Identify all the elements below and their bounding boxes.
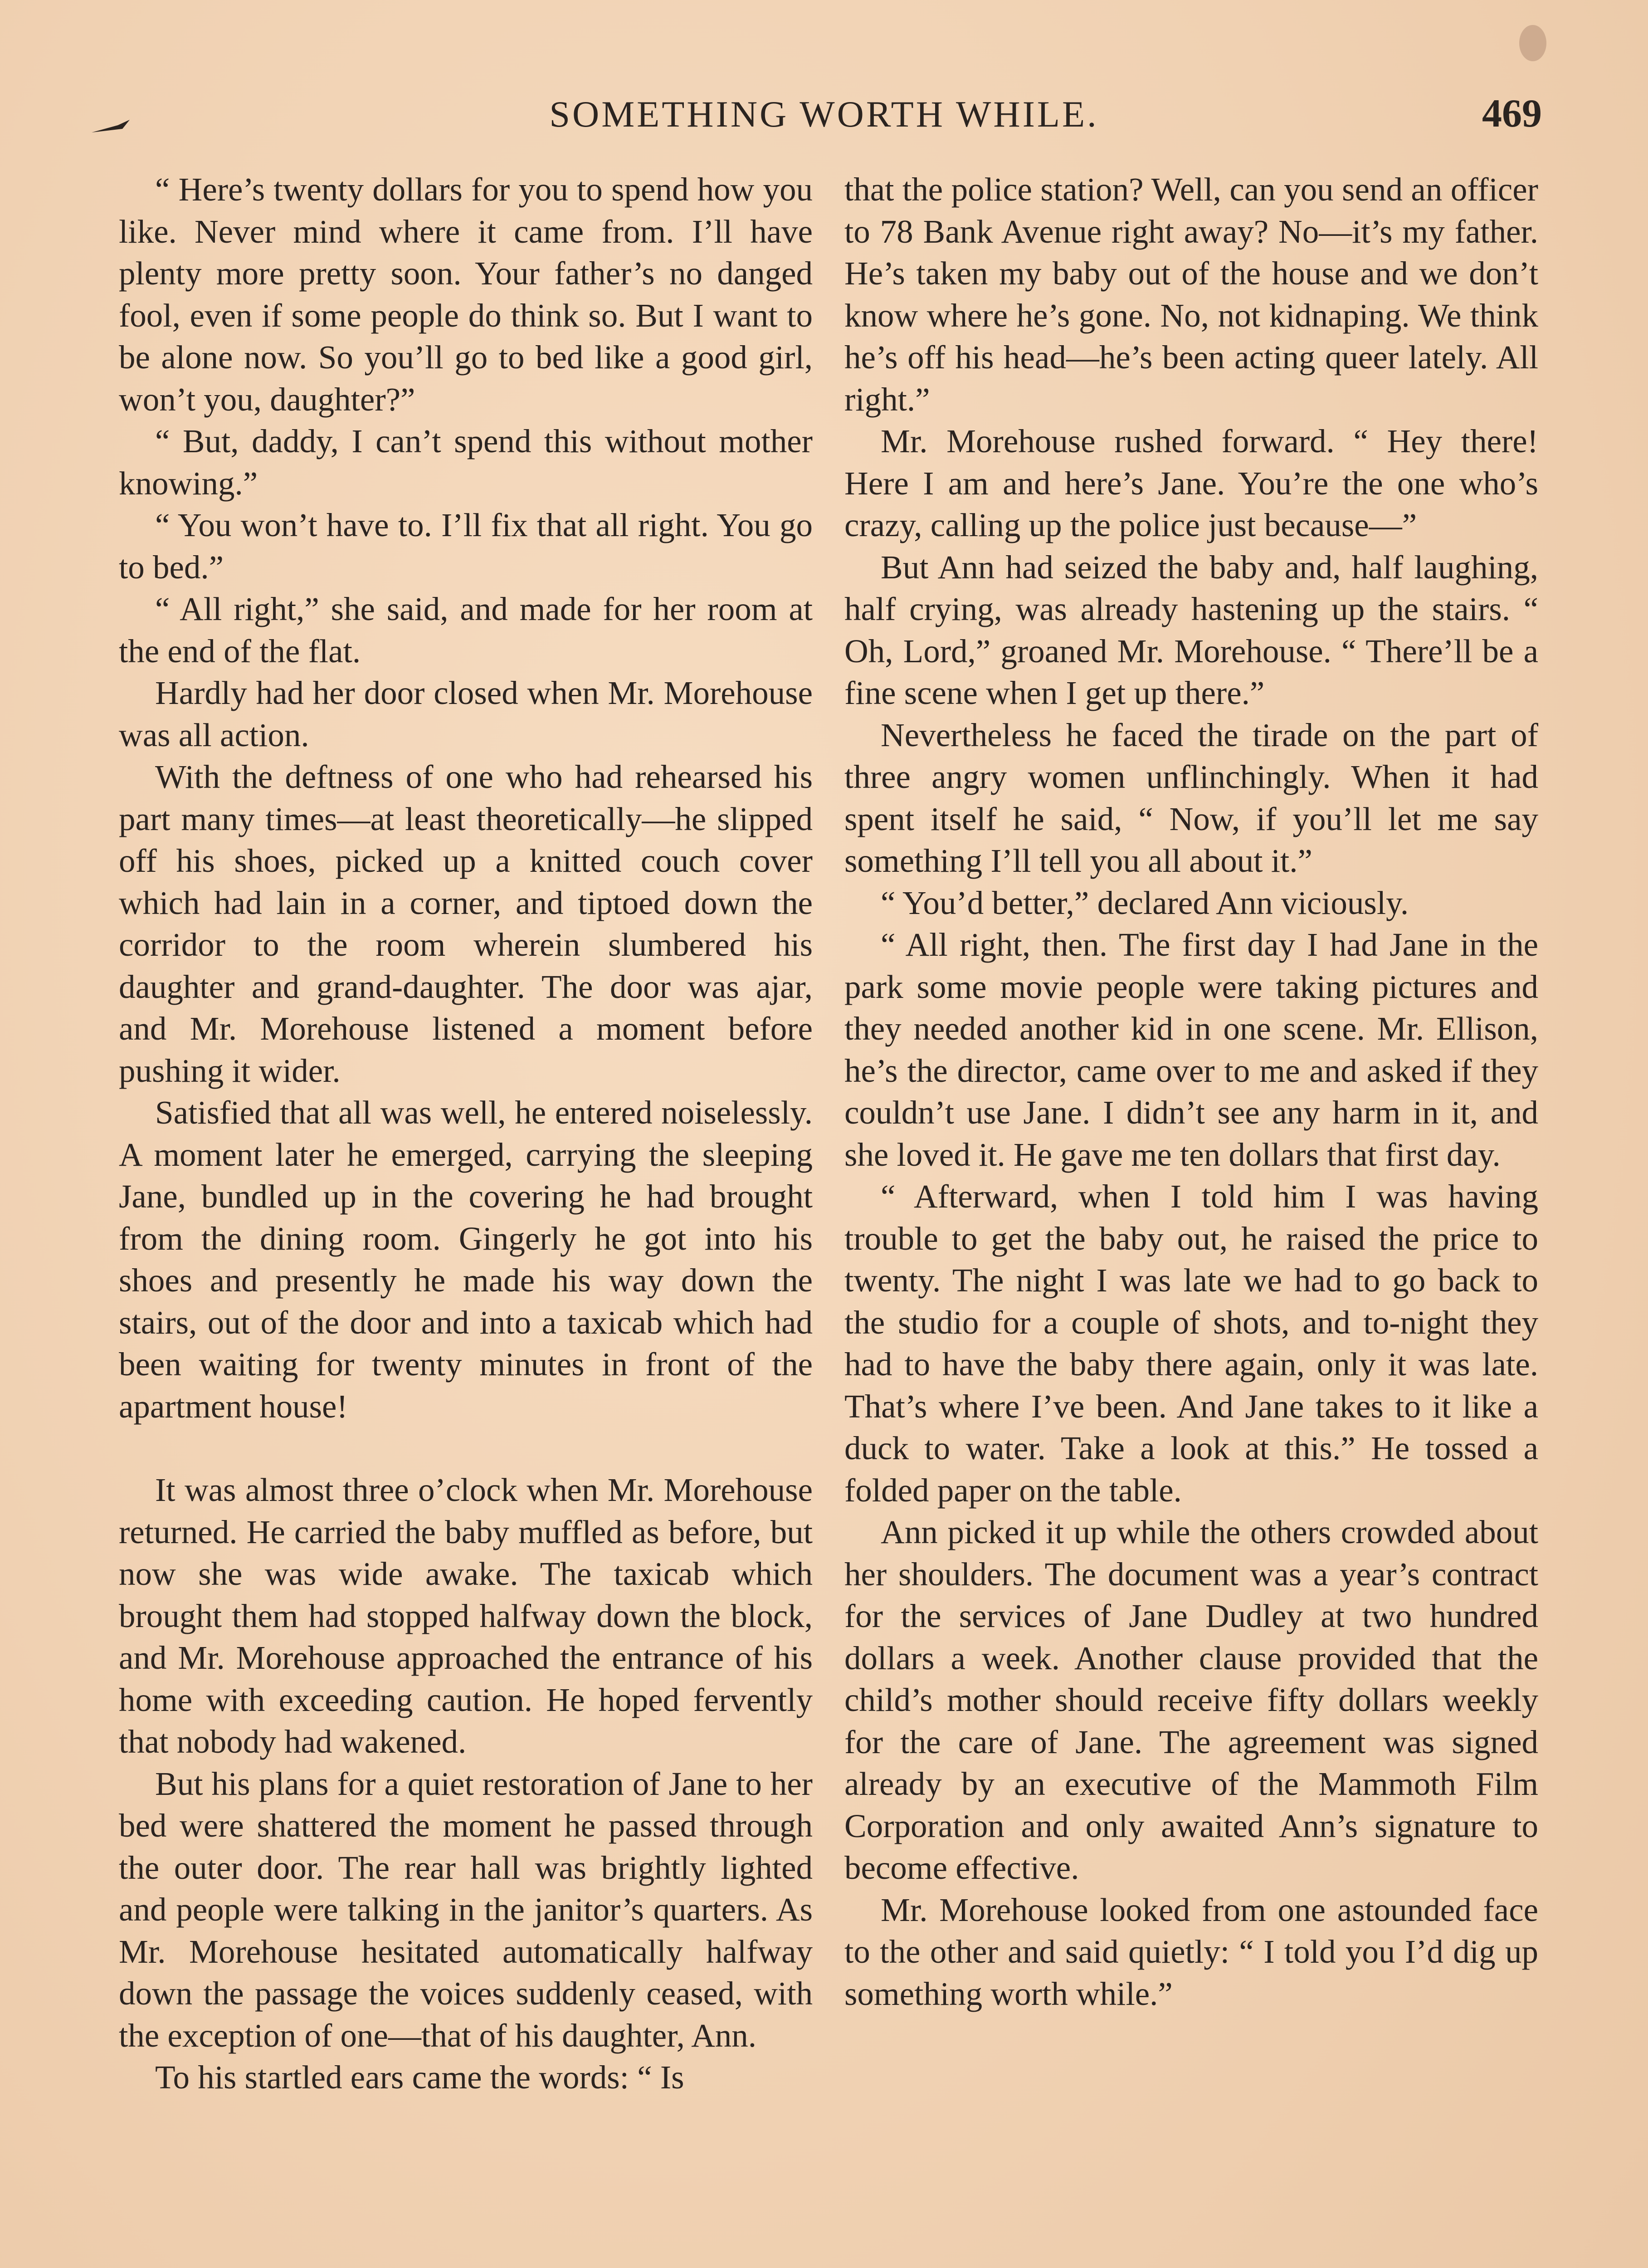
- paragraph: But his plans for a quiet restoration of Jane to her bed were shattered the moment he passed through the outer door. The rear hall was brightly lighted and people were talking in the janitor’s quarters. As Mr. Morehouse hesitated automatically halfway down the passage the voices suddenly ceased, with the exception of one—that of his daughter, Ann.: [119, 1765, 813, 2054]
- paragraph: With the deftness of one who had rehearsed his part many times—at least theoretically—he slipped off his shoes, picked up a knitted couch cover which had lain in a corner, and tiptoed down the corridor to the room wherein slumbered his daughter and grand-daughter. The door was ajar, and Mr. Morehouse listened a moment before pushing it wider.: [119, 758, 813, 1089]
- paragraph: “ You won’t have to. I’ll fix that all right. You go to bed.”: [119, 507, 813, 586]
- paragraph: But Ann had seized the baby and, half laughing, half crying, was already hastening up the stairs. “ Oh, Lord,” groaned Mr. Morehouse. “ There’ll be a fine scene when I get up there.”: [844, 548, 1538, 711]
- paragraph: “ All right, then. The first day I had Jane in the park some movie people were taking pictures and they needed another kid in one scene. Mr. Ellison, he’s the director, came over to me and asked if they couldn’t use Jane. I didn’t see any harm in it, and she loved it. He gave me ten dollars that first day.: [844, 926, 1538, 1173]
- paragraph: It was almost three o’clock when Mr. Morehouse returned. He carried the baby muffled as before, but now she was wide awake. The taxicab which brought them had stopped halfway down the block, and Mr. Morehouse approached the entrance of his home with exceeding caution. He hoped fervently that nobody had wakened.: [119, 1471, 813, 1760]
- page-number: 469: [1482, 92, 1542, 136]
- paragraph: “ You’d better,” declared Ann viciously.: [881, 884, 1409, 921]
- paragraph: Hardly had her door closed when Mr. Morehouse was all action.: [119, 675, 813, 753]
- left-column: [119, 169, 813, 2099]
- paragraph: Satisfied that all was well, he entered noiselessly. A moment later he emerged, carrying the sleeping Jane, bundled up in the covering he had brought from the dining room. Gingerly he got into his shoes and presently he made his way down the stairs, out of the door and into a taxicab which had been waiting for twenty minutes in front of the apartment house!: [119, 1094, 813, 1425]
- paper-stain: [1519, 25, 1546, 61]
- right-column: [844, 169, 1538, 2015]
- paragraph: “ All right,” she said, and made for her room at the end of the flat.: [119, 591, 813, 670]
- section-break: [119, 1427, 813, 1469]
- paragraph: “ But, daddy, I can’t spend this without mother knowing.”: [119, 423, 813, 502]
- running-head: SOMETHING WORTH WHILE.: [549, 93, 1099, 135]
- paragraph: Mr. Morehouse looked from one astounded face to the other and said quietly: “ I told you I’d dig up something worth while.”: [844, 1891, 1538, 2012]
- paragraph: To his startled ears came the words: “ Is: [155, 2059, 684, 2096]
- paragraph-continued: that the police station? Well, can you send an officer to 78 Bank Avenue right away? No—it’s my father. He’s taken my baby out of the house and we don’t know where he’s gone. No, not kidnaping. We think he’s off his head—he’s been acting queer lately. All right.”: [844, 171, 1538, 418]
- paragraph: Ann picked it up while the others crowded about her shoulders. The document was a year’s contract for the services of Jane Dudley at two hundred dollars a week. Another clause provided that the child’s mother should receive fifty dollars weekly for the care of Jane. The agreement was signed already by an executive of the Mammoth Film Corporation and only awaited Ann’s signature to become effective.: [844, 1514, 1538, 1886]
- paragraph: Nevertheless he faced the tirade on the part of three angry women unflinchingly. When it had spent itself he said, “ Now, if you’ll let me say something I’ll tell you all about it.”: [844, 716, 1538, 879]
- paragraph: Mr. Morehouse rushed forward. “ Hey there! Here I am and here’s Jane. You’re the one who’s crazy, calling up the police just because—”: [844, 423, 1538, 543]
- paragraph: “ Here’s twenty dollars for you to spend how you like. Never mind where it came from. I’ll have plenty more pretty soon. Your father’s no danged fool, even if some people do think so. But I want to be alone now. So you’ll go to bed like a good girl, won’t you, daughter?”: [119, 171, 813, 418]
- paragraph: “ Afterward, when I told him I was having trouble to get the baby out, he raised the price to twenty. The night I was late we had to go back to the studio for a couple of shots, and to-night they had to have the baby there again, only it was late. That’s where I’ve been. And Jane takes to it like a duck to water. Take a look at this.” He tossed a folded paper on the table.: [844, 1178, 1538, 1509]
